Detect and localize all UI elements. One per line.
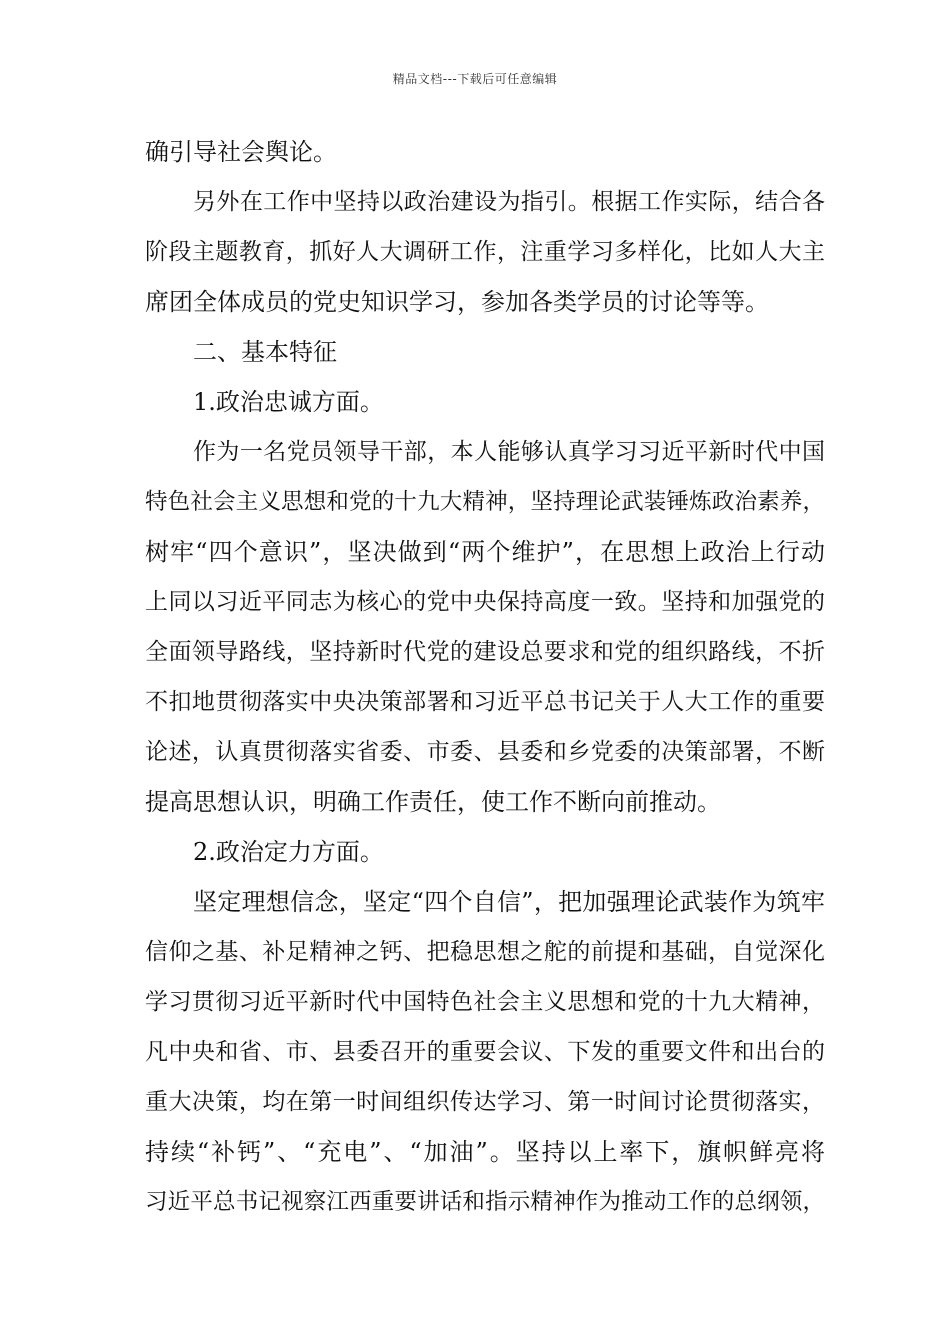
text-line: 作为一名党员领导干部，本人能够认真学习习近平新时代中国 [193, 439, 825, 465]
text-line: 重大决策，均在第一时间组织传达学习、第一时间讨论贯彻落实， [145, 1089, 825, 1115]
text-line: 另外在工作中坚持以政治建设为指引。根据工作实际，结合各 [193, 189, 825, 215]
text-line: 凡中央和省、市、县委召开的重要会议、下发的重要文件和出台的 [145, 1039, 825, 1065]
text-line: 论述，认真贯彻落实省委、市委、县委和乡党委的决策部署，不断 [145, 739, 825, 765]
subsection-heading: 1.政治忠诚方面。 [193, 388, 384, 416]
text-line: 信仰之基、补足精神之钙、把稳思想之舵的前提和基础，自觉深化 [145, 939, 825, 965]
text-line: 学习贯彻习近平新时代中国特色社会主义思想和党的十九大精神， [145, 989, 825, 1015]
text-line: 树牢“四个意识”，坚决做到“两个维护”，在思想上政治上行动 [145, 538, 825, 566]
text-line: 习近平总书记视察江西重要讲话和指示精神作为推动工作的总纲领， [145, 1189, 825, 1215]
text-line: 不扣地贯彻落实中央决策部署和习近平总书记关于人大工作的重要 [145, 689, 825, 715]
subsection-heading: 2.政治定力方面。 [193, 838, 384, 866]
text-line: 提高思想认识，明确工作责任，使工作不断向前推动。 [145, 788, 721, 816]
document-body [145, 127, 825, 1227]
page-header: 精品文档---下载后可任意编辑 [392, 72, 558, 86]
text-line: 全面领导路线，坚持新时代党的建设总要求和党的组织路线，不折 [145, 639, 825, 665]
text-line: 上同以习近平同志为核心的党中央保持高度一致。坚持和加强党的 [145, 589, 825, 615]
text-line: 阶段主题教育，抓好人大调研工作，注重学习多样化，比如人大主 [145, 239, 825, 265]
text-line: 坚定理想信念，坚定“四个自信”，把加强理论武装作为筑牢 [193, 888, 825, 916]
section-heading: 二、基本特征 [193, 338, 337, 366]
text-line: 确引导社会舆论。 [145, 138, 337, 166]
text-line: 席团全体成员的党史知识学习，参加各类学员的讨论等等。 [145, 288, 769, 316]
text-line: 持续“补钙”、“充电”、“加油”。坚持以上率下，旗帜鲜亮将 [145, 1138, 825, 1166]
text-line: 特色社会主义思想和党的十九大精神，坚持理论武装锤炼政治素养， [145, 489, 825, 515]
